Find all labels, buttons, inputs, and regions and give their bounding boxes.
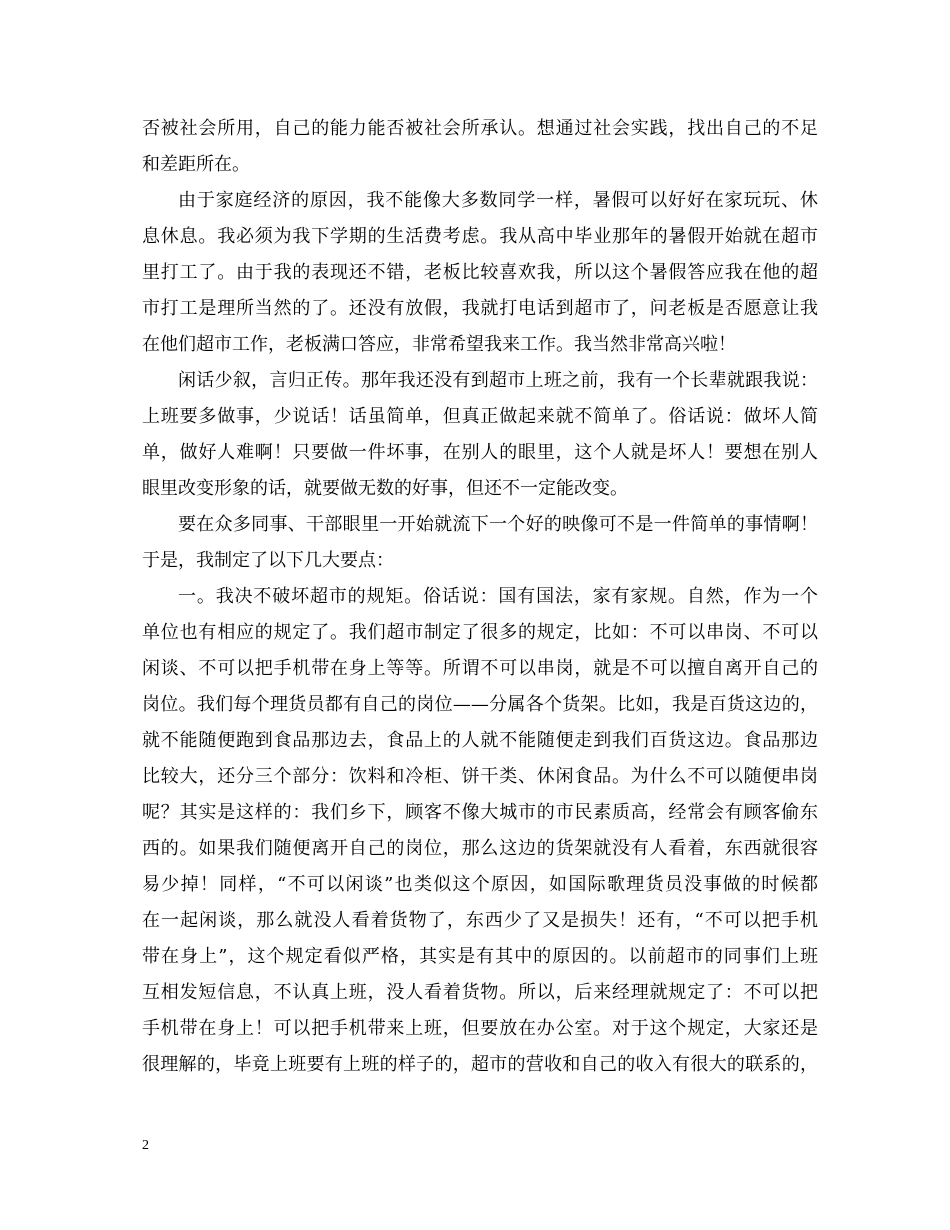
text-line: 于是，我制定了以下几大要点： — [142, 550, 394, 571]
text-line: 上班要多做事，少说话！话虽简单，但真正做起来就不简单了。俗话说：做坏人简 — [142, 406, 818, 427]
text-line: 一。我决不破坏超市的规矩。俗话说：国有国法，家有家规。自然，作为一个 — [178, 586, 818, 607]
text-line: 眼里改变形象的话，就要做无数的好事，但还不一定能改变。 — [142, 478, 628, 499]
text-line: 否被社会所用，自己的能力能否被社会所承认。想通过社会实践，找出自己的不足 — [142, 118, 818, 139]
text-line: 比较大，还分三个部分：饮料和冷柜、饼干类、休闲食品。为什么不可以随便串岗 — [142, 766, 818, 787]
text-line: 息休息。我必须为我下学期的生活费考虑。我从高中毕业那年的暑假开始就在超市 — [142, 226, 818, 247]
paragraph — [142, 111, 818, 183]
text-line: 在他们超市工作，老板满口答应，非常希望我来工作。我当然非常高兴啦！ — [142, 334, 736, 355]
text-line: 互相发短信息，不认真上班，没人看着货物。所以，后来经理就规定了：不可以把 — [142, 982, 818, 1003]
paragraph — [142, 183, 818, 363]
text-line: 很理解的，毕竟上班要有上班的样子的，超市的营收和自己的收入有很大的联系的， — [142, 1054, 818, 1075]
text-line: 呢？其实是这样的：我们乡下，顾客不像大城市的市民素质高，经常会有顾客偷东 — [142, 802, 818, 823]
text-line: 西的。如果我们随便离开自己的岗位，那么这边的货架就没有人看着，东西就很容 — [142, 838, 818, 859]
text-line: 手机带在身上！可以把手机带来上班，但要放在办公室。对于这个规定，大家还是 — [142, 1018, 818, 1039]
text-line: 易少掉！同样，“不可以闲谈”也类似这个原因，如国际歌理货员没事做的时候都 — [142, 874, 818, 895]
text-line: 由于家庭经济的原因，我不能像大多数同学一样，暑假可以好好在家玩玩、休 — [178, 190, 818, 211]
text-line: 在一起闲谈，那么就没人看着货物了，东西少了又是损失！还有，“不可以把手机 — [142, 910, 818, 931]
text-line: 闲谈、不可以把手机带在身上等等。所谓不可以串岗，就是不可以擅自离开自己的 — [142, 658, 818, 679]
text-line: 岗位。我们每个理货员都有自己的岗位——分属各个货架。比如，我是百货这边的， — [142, 694, 818, 715]
text-line: 里打工了。由于我的表现还不错，老板比较喜欢我，所以这个暑假答应我在他的超 — [142, 262, 818, 283]
text-line: 市打工是理所当然的了。还没有放假，我就打电话到超市了，问老板是否愿意让我 — [142, 298, 818, 319]
text-line: 和差距所在。 — [142, 154, 250, 175]
paragraph — [142, 579, 818, 1083]
text-line: 单，做好人难啊！只要做一件坏事，在别人的眼里，这个人就是坏人！要想在别人 — [142, 442, 818, 463]
paragraph — [142, 363, 818, 507]
paragraph — [142, 507, 818, 579]
page-number: 2 — [142, 1138, 149, 1153]
text-line: 带在身上”，这个规定看似严格，其实是有其中的原因的。以前超市的同事们上班 — [142, 946, 818, 967]
text-line: 要在众多同事、干部眼里一开始就流下一个好的映像可不是一件简单的事情啊！ — [178, 514, 818, 535]
text-line: 单位也有相应的规定了。我们超市制定了很多的规定，比如：不可以串岗、不可以 — [142, 622, 818, 643]
text-line: 闲话少叙，言归正传。那年我还没有到超市上班之前，我有一个长辈就跟我说： — [178, 370, 818, 391]
text-line: 就不能随便跑到食品那边去，食品上的人就不能随便走到我们百货这边。食品那边 — [142, 730, 818, 751]
document-body — [142, 111, 818, 1083]
